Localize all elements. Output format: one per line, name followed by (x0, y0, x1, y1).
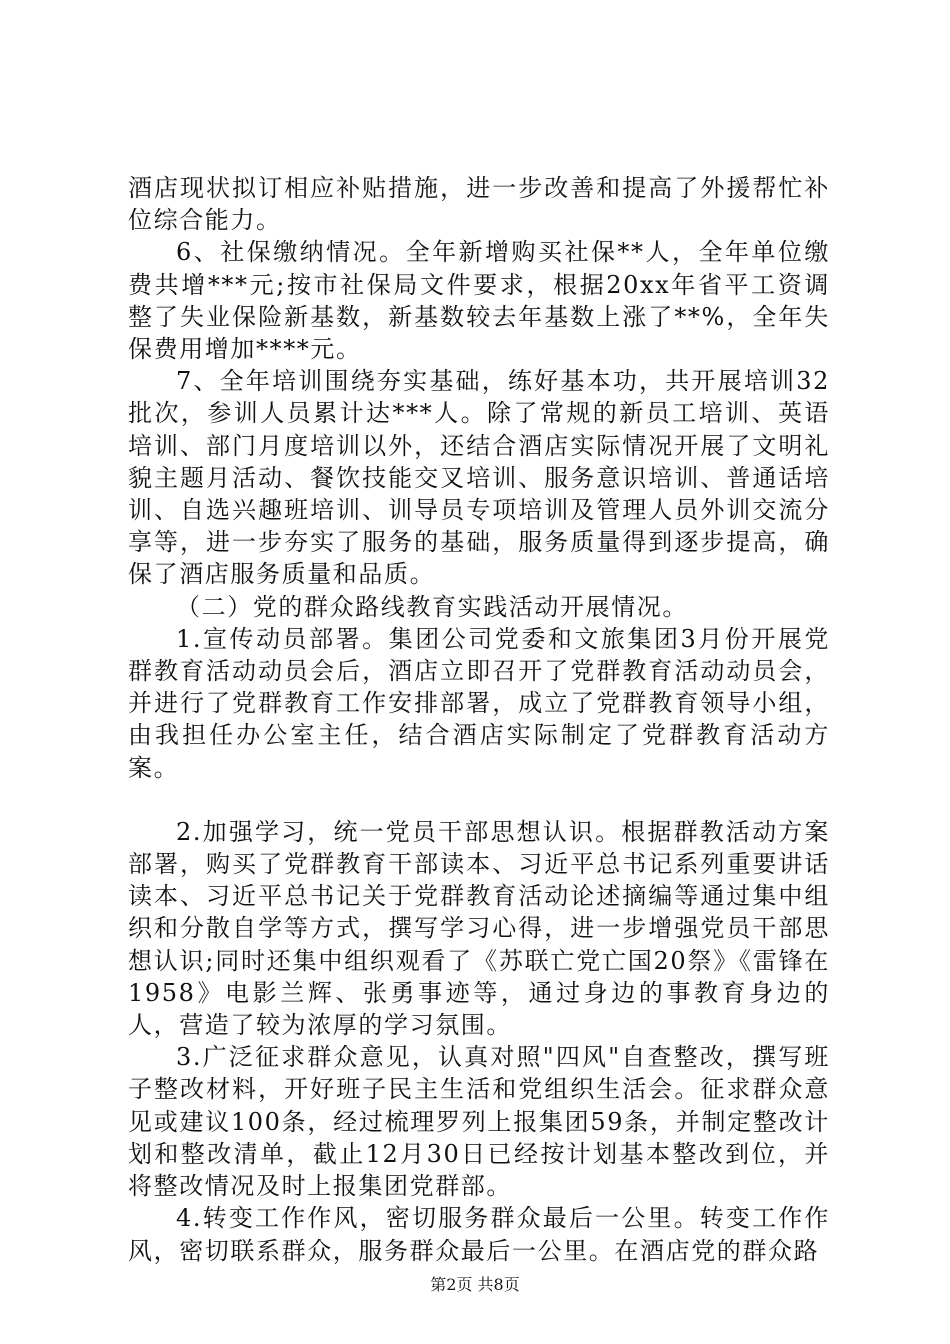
section-heading-mass-line: （二）党的群众路线教育实践活动开展情况。 (176, 592, 688, 621)
paragraph-mobilization: 1.宣传动员部署。集团公司党委和文旅集团3月份开展党群教育活动动员会后，酒店立即召开了党群教育活动动员会，并进行了党群教育工作安排部署，成立了党群教育领导小组，由我担任办公室主任，结合酒店实际制定了党群教育活动方案。 (128, 624, 830, 782)
paragraph-social-insurance: 6、社保缴纳情况。全年新增购买社保**人，全年单位缴费共增***元;按市社保局文件要求，根据20xx年省平工资调整了失业保险新基数，新基数较去年基数上涨了**%，全年失保费用增加****元。 (128, 238, 830, 364)
paragraph-work-style: 4.转变工作作风，密切服务群众最后一公里。转变工作作风，密切联系群众，服务群众最后一公里。在酒店党的群众路 (128, 1204, 830, 1265)
paragraph-continuation: 酒店现状拟订相应补贴措施，进一步改善和提高了外援帮忙补位综合能力。 (128, 174, 830, 235)
document-body (128, 172, 830, 1267)
page-number-footer: 第2页 共8页 (430, 1275, 520, 1294)
paragraph-training: 7、全年培训围绕夯实基础，练好基本功，共开展培训32批次，参训人员累计达***人。除了常规的新员工培训、英语培训、部门月度培训以外，还结合酒店实际情况开展了文明礼貌主题月活动、餐饮技能交叉培训、服务意识培训、普通话培训、自选兴趣班培训、训导员专项培训及管理人员外训交流分享等，进一步夯实了服务的基础，服务质量得到逐步提高，确保了酒店服务质量和品质。 (128, 367, 830, 589)
paragraph-study: 2.加强学习，统一党员干部思想认识。根据群教活动方案部署，购买了党群教育干部读本、习近平总书记系列重要讲话读本、习近平总书记关于党群教育活动论述摘编等通过集中组织和分散自学等方式，撰写学习心得，进一步增强党员干部思想认识;同时还集中组织观看了《苏联亡党亡国20祭》《雷锋在1958》电影兰辉、张勇事迹等，通过身边的事教育身边的人，营造了较为浓厚的学习氛围。 (128, 817, 830, 1040)
paragraph-opinions: 3.广泛征求群众意见，认真对照"四风"自查整改，撰写班子整改材料，开好班子民主生活和党组织生活会。征求群众意见或建议100条，经过梳理罗列上报集团59条，并制定整改计划和整改清单，截止12月30日已经按计划基本整改到位，并将整改情况及时上报集团党群部。 (128, 1043, 830, 1201)
